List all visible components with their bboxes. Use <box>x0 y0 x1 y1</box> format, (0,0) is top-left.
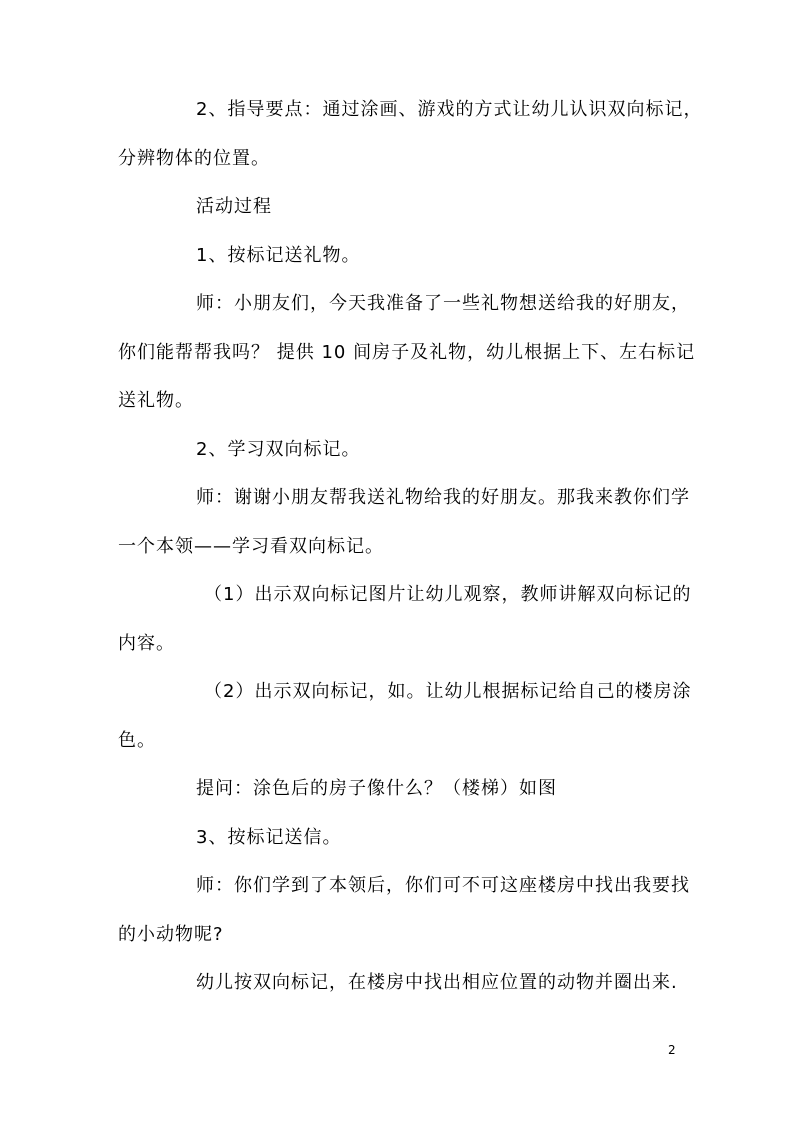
paragraph-line: 送礼物。 <box>118 390 194 411</box>
paragraph-line: 一个本领——学习看双向标记。 <box>118 536 384 557</box>
paragraph-line: 师：小朋友们，今天我准备了一些礼物想送给我的好朋友， <box>196 293 690 314</box>
paragraph-line: 色。 <box>118 730 156 751</box>
step-1-heading: 1、按标记送礼物。 <box>196 245 361 266</box>
paragraph-line: 的小动物呢? <box>118 924 224 945</box>
paragraph-line: 提问：涂色后的房子像什么？（楼梯）如图 <box>196 778 557 799</box>
section-heading-activity-process: 活动过程 <box>196 196 272 217</box>
paragraph-line: 师：你们学到了本领后，你们可不可这座楼房中找出我要找 <box>196 875 690 896</box>
guidance-point-line-1: 2、指导要点：通过涂画、游戏的方式让幼儿认识双向标记， <box>196 99 703 120</box>
page-number: 2 <box>668 1043 676 1057</box>
paragraph-line: 幼儿按双向标记，在楼房中找出相应位置的动物并圈出来. <box>196 972 678 993</box>
step-3-heading: 3、按标记送信。 <box>196 827 342 848</box>
paragraph-line: 师：谢谢小朋友帮我送礼物给我的好朋友。那我来教你们学 <box>196 487 690 508</box>
guidance-point-line-2: 分辨物体的位置。 <box>118 148 270 169</box>
paragraph-line: （1）出示双向标记图片让幼儿观察，教师讲解双向标记的 <box>204 584 692 605</box>
paragraph-line: 内容。 <box>118 633 175 654</box>
step-2-heading: 2、学习双向标记。 <box>196 439 361 460</box>
paragraph-line: 你们能帮帮我吗？ 提供 10 间房子及礼物，幼儿根据上下、左右标记 <box>118 342 696 363</box>
paragraph-line: （2）出示双向标记，如。让幼儿根据标记给自己的楼房涂 <box>204 681 692 702</box>
